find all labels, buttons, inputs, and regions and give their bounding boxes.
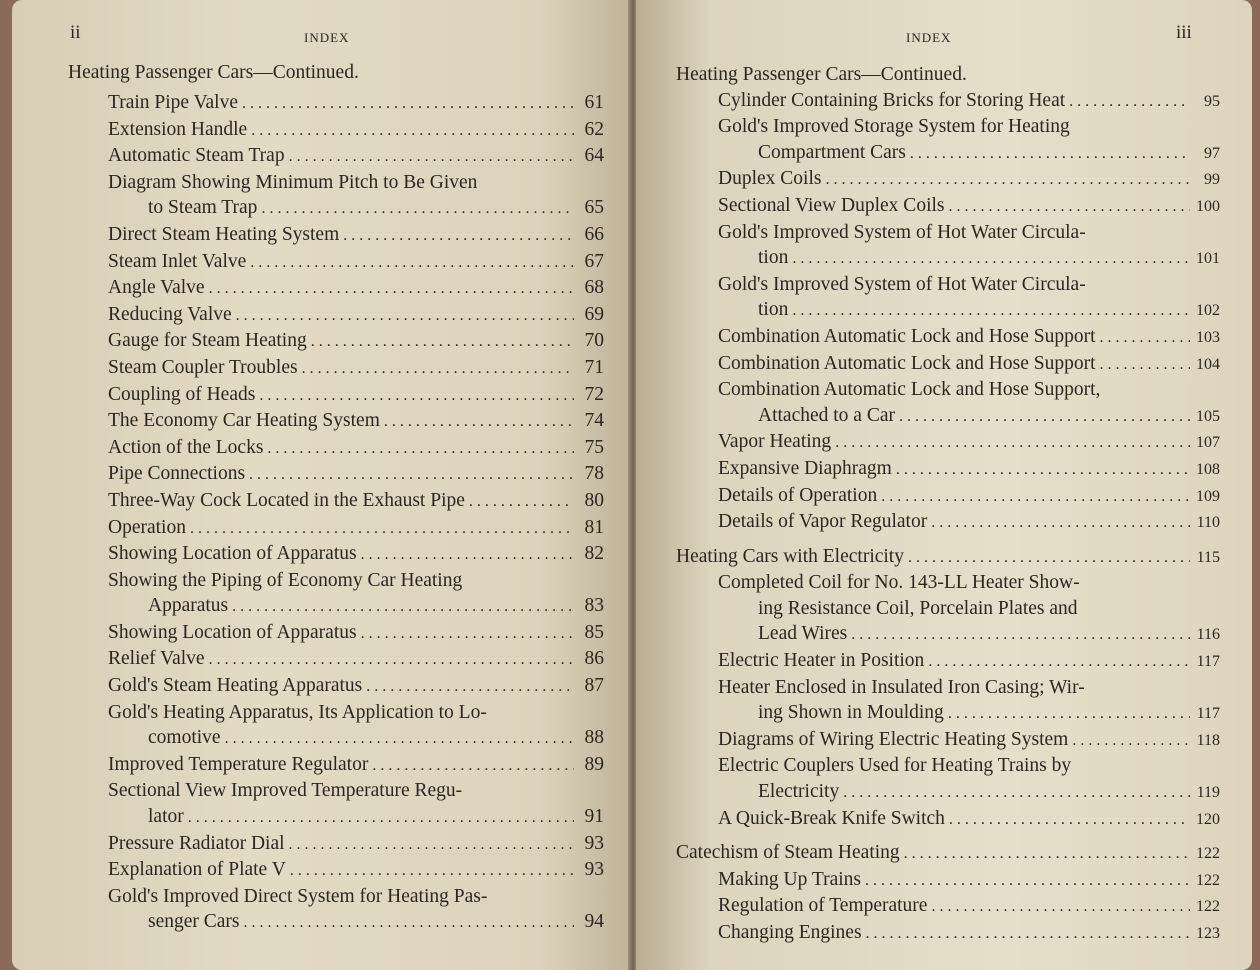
index-entry: [108, 857, 604, 884]
entry-title-line: Gold's Steam Heating Apparatus: [108, 675, 363, 697]
entry-title-line: Direct Steam Heating System: [108, 223, 340, 245]
entry-title-line: Gold's Improved System of Hot Water Circula-: [718, 221, 1086, 243]
dot-leader: [899, 404, 1190, 430]
dot-leader: [289, 144, 574, 170]
entry-page-number: 119: [1196, 784, 1220, 802]
entry-page-number: 110: [1196, 514, 1220, 532]
index-entry: [676, 324, 1220, 351]
entry-title-line: Attached to a Car: [758, 404, 895, 426]
section-heading: [676, 544, 1220, 571]
dot-leader: [835, 430, 1190, 456]
entry-page-number: 68: [584, 277, 604, 299]
entry-page-number: 81: [584, 516, 604, 538]
index-entry: [676, 570, 1220, 648]
index-entry: [676, 920, 1220, 947]
entry-title-line: Details of Vapor Regulator: [718, 511, 928, 533]
entry-title-line: Steam Coupler Troubles: [108, 356, 298, 378]
index-entry: [676, 351, 1220, 378]
index-entry: [676, 166, 1220, 193]
entry-page-number: 72: [584, 383, 604, 405]
section-heading: Heating Passenger Cars—Continued.: [676, 64, 967, 85]
section-page-number: 122: [1196, 845, 1220, 863]
dot-leader: [908, 545, 1190, 571]
entry-title-line: Explanation of Plate V: [108, 859, 286, 881]
entry-title-line: Coupling of Heads: [108, 383, 256, 405]
dot-leader: [302, 356, 574, 382]
entry-page-number: 65: [584, 197, 604, 219]
entry-title-line: Combination Automatic Lock and Hose Support: [718, 352, 1096, 374]
index-entry: [676, 220, 1220, 272]
entry-page-number: 103: [1196, 328, 1220, 346]
entry-page-number: 109: [1196, 487, 1220, 505]
entry-title-line: ing Shown in Moulding: [758, 702, 944, 724]
entry-page-number: 88: [584, 727, 604, 749]
index-entry: [108, 461, 604, 488]
dot-leader: [209, 647, 574, 673]
index-entry: [108, 222, 604, 249]
entry-title-line: Train Pipe Valve: [108, 92, 239, 113]
left-page: [12, 0, 630, 970]
section-gap: [676, 832, 1220, 840]
entry-title-line: Making Up Trains: [718, 868, 862, 890]
dot-leader: [1100, 325, 1191, 351]
index-entry: [108, 752, 604, 779]
section-gap: [676, 536, 1220, 544]
entry-page-number: 71: [584, 356, 604, 378]
index-entry: [108, 700, 604, 752]
dot-leader: [267, 436, 574, 462]
index-entry: [676, 193, 1220, 220]
entry-title-line: Expansive Diaphragm: [718, 457, 892, 479]
entry-page-number: 62: [584, 118, 604, 140]
index-entry: [108, 831, 604, 858]
dot-leader: [1069, 89, 1190, 115]
entry-title-line: Improved Temperature Regulator: [108, 753, 369, 775]
index-entry: [108, 646, 604, 673]
index-entry: [676, 272, 1220, 324]
index-entry: [108, 488, 604, 515]
entry-title-line: Regulation of Temperature: [718, 895, 928, 917]
entry-page-number: 91: [584, 806, 604, 828]
entry-title-line: ing Resistance Coil, Porcelain Plates and: [758, 597, 1078, 619]
entry-page-number: 85: [584, 621, 604, 643]
dot-leader: [289, 832, 574, 858]
entry-page-number: 75: [584, 436, 604, 458]
entry-page-number: 67: [584, 250, 604, 272]
section-heading-text: Heating Cars with Electricity: [676, 545, 904, 567]
index-entry: [676, 727, 1220, 754]
dot-leader: [1072, 728, 1190, 754]
dot-leader: [244, 910, 574, 936]
entry-title-line: Diagram Showing Minimum Pitch to Be Given: [108, 171, 478, 193]
index-entry: [108, 673, 604, 700]
index-entry: [108, 568, 604, 620]
entry-page-number: 89: [584, 753, 604, 775]
index-entry: [108, 90, 604, 117]
entry-page-number: 97: [1204, 144, 1220, 162]
entry-title-line: to Steam Trap: [148, 197, 258, 219]
entry-title-line: Automatic Steam Trap: [108, 145, 285, 167]
entry-page-number: 108: [1196, 460, 1220, 478]
dot-leader: [896, 457, 1190, 483]
dot-leader: [190, 516, 574, 542]
entry-title-line: Apparatus: [148, 595, 229, 617]
section-heading-text: Catechism of Steam Heating: [676, 842, 900, 864]
entry-title-line: Pressure Radiator Dial: [108, 832, 285, 854]
dot-leader: [949, 807, 1190, 833]
entry-page-number: 66: [584, 223, 604, 245]
index-entry: [676, 675, 1220, 727]
entry-page-number: 80: [584, 489, 604, 511]
index-entry: [108, 435, 604, 462]
index-entry: [108, 170, 604, 222]
entry-title-line: Steam Inlet Valve: [108, 250, 247, 272]
entry-title-line: Duplex Coils: [718, 168, 822, 190]
index-entry: [676, 429, 1220, 456]
left-section-heading: Heating Passenger Cars—Continued.: [68, 62, 359, 83]
entry-page-number: 100: [1196, 197, 1220, 215]
entry-title-line: tion: [758, 247, 789, 269]
entry-page-number: 101: [1196, 250, 1220, 268]
section-page-number: 115: [1196, 548, 1220, 566]
entry-page-number: 117: [1196, 653, 1220, 671]
entry-title-line: Sectional View Duplex Coils: [718, 194, 945, 216]
index-entry: [108, 382, 604, 409]
entry-page-number: 86: [584, 648, 604, 670]
index-entry: [108, 778, 604, 830]
dot-leader: [881, 484, 1190, 510]
entry-page-number: 117: [1196, 705, 1220, 723]
entry-page-number: 93: [584, 832, 604, 854]
index-entry: [108, 275, 604, 302]
dot-leader: [910, 141, 1190, 167]
dot-leader: [792, 298, 1190, 324]
entry-page-number: 116: [1196, 626, 1220, 644]
dot-leader: [242, 91, 574, 117]
index-entry: [108, 143, 604, 170]
left-folio: ii: [70, 22, 81, 43]
entry-title-line: Angle Valve: [108, 277, 205, 299]
dot-leader: [261, 196, 574, 222]
entry-title-line: lator: [148, 806, 184, 828]
index-entry: [108, 117, 604, 144]
entry-title-line: Electricity: [758, 781, 840, 803]
index-entry: [676, 114, 1220, 166]
dot-leader: [851, 622, 1190, 648]
dot-leader: [259, 383, 574, 409]
dot-leader: [225, 726, 574, 752]
entry-page-number: 122: [1196, 871, 1220, 889]
dot-leader: [209, 276, 574, 302]
index-entry: [676, 88, 1220, 115]
dot-leader: [904, 841, 1190, 867]
right-entry-list: [676, 62, 1220, 947]
entry-title-line: Gold's Improved Direct System for Heating Pas-: [108, 885, 488, 907]
index-entry: [676, 867, 1220, 894]
entry-page-number: 94: [584, 911, 604, 933]
entry-page-number: 104: [1196, 355, 1220, 373]
dot-leader: [366, 674, 574, 700]
entry-page-number: 69: [584, 303, 604, 325]
entry-title-line: Operation: [108, 516, 186, 538]
right-running-head: INDEX: [906, 30, 952, 45]
entry-page-number: 93: [584, 859, 604, 881]
dot-leader: [469, 489, 574, 515]
dot-leader: [343, 223, 574, 249]
entry-title-line: Lead Wires: [758, 623, 848, 645]
entry-title-line: senger Cars: [148, 911, 240, 933]
entry-title-line: The Economy Car Heating System: [108, 410, 380, 432]
right-folio: iii: [1176, 22, 1192, 43]
entry-title-line: Showing Location of Apparatus: [108, 621, 357, 643]
dot-leader: [948, 701, 1190, 727]
entry-page-number: 82: [584, 543, 604, 565]
left-running-head: INDEX: [304, 30, 350, 45]
left-entry-list: [108, 90, 604, 936]
entry-page-number: 123: [1196, 925, 1220, 942]
entry-page-number: 95: [1204, 92, 1220, 110]
entry-title-line: Three-Way Cock Located in the Exhaust Pipe: [108, 489, 465, 511]
dot-leader: [372, 753, 574, 779]
dot-leader: [931, 510, 1190, 536]
entry-title-line: comotive: [148, 727, 221, 749]
entry-page-number: 83: [584, 595, 604, 617]
entry-title-line: Vapor Heating: [718, 431, 832, 453]
entry-title-line: Pipe Connections: [108, 463, 246, 485]
entry-page-number: 118: [1196, 731, 1220, 749]
dot-leader: [232, 594, 574, 620]
index-entry: [108, 408, 604, 435]
index-entry: [676, 509, 1220, 536]
dot-leader: [1100, 352, 1191, 378]
dot-leader: [384, 409, 574, 435]
index-entry: [676, 377, 1220, 429]
dot-leader: [188, 805, 574, 831]
entry-title-line: Showing the Piping of Economy Car Heating: [108, 569, 463, 591]
dot-leader: [361, 621, 574, 647]
dot-leader: [249, 462, 574, 488]
entry-title-line: Gold's Heating Apparatus, Its Application to Lo-: [108, 701, 487, 723]
entry-title-line: Electric Couplers Used for Heating Trains by: [718, 755, 1072, 777]
entry-title-line: Showing Location of Apparatus: [108, 543, 357, 565]
index-entry: [108, 620, 604, 647]
index-entry: [108, 541, 604, 568]
dot-leader: [931, 894, 1190, 920]
dot-leader: [865, 868, 1190, 894]
entry-title-line: Heater Enclosed in Insulated Iron Casing; Wir-: [718, 676, 1085, 698]
dot-leader: [928, 649, 1190, 675]
dot-leader: [866, 921, 1190, 947]
entry-title-line: Sectional View Improved Temperature Regu-: [108, 780, 463, 802]
index-entry: [108, 302, 604, 329]
entry-title-line: Gold's Improved Storage System for Heating: [718, 116, 1070, 138]
entry-title-line: Completed Coil for No. 143-LL Heater Show-: [718, 572, 1080, 594]
entry-page-number: 64: [584, 145, 604, 167]
index-entry: [676, 753, 1220, 805]
index-entry: [676, 648, 1220, 675]
entry-title-line: Combination Automatic Lock and Hose Support,: [718, 379, 1101, 401]
entry-page-number: 122: [1196, 898, 1220, 916]
entry-page-number: 61: [584, 92, 604, 113]
entry-title-line: Action of the Locks: [108, 436, 264, 458]
entry-title-line: tion: [758, 299, 789, 321]
dot-leader: [825, 167, 1190, 193]
entry-title-line: Compartment Cars: [758, 141, 906, 163]
dot-leader: [250, 250, 574, 276]
index-entry: [676, 893, 1220, 920]
entry-page-number: 105: [1196, 407, 1220, 425]
dot-leader: [251, 118, 574, 144]
entry-title-line: Changing Engines: [718, 922, 862, 943]
index-entry: [108, 515, 604, 542]
dot-leader: [792, 246, 1190, 272]
entry-page-number: 99: [1204, 171, 1220, 189]
entry-title-line: Gold's Improved System of Hot Water Circula-: [718, 273, 1086, 295]
index-entry: [676, 483, 1220, 510]
entry-title-line: Gauge for Steam Heating: [108, 330, 307, 352]
entry-page-number: 102: [1196, 302, 1220, 320]
entry-title-line: Diagrams of Wiring Electric Heating System: [718, 728, 1069, 750]
right-page: [636, 0, 1252, 970]
dot-leader: [236, 303, 574, 329]
index-entry: [108, 328, 604, 355]
dot-leader: [949, 194, 1191, 220]
entry-title-line: Electric Heater in Position: [718, 650, 925, 672]
entry-title-line: Reducing Valve: [108, 303, 232, 325]
entry-title-line: A Quick-Break Knife Switch: [718, 807, 945, 829]
entry-title-line: Relief Valve: [108, 648, 205, 670]
index-entry: [676, 806, 1220, 833]
entry-page-number: 78: [584, 463, 604, 485]
entry-title-line: Extension Handle: [108, 118, 248, 140]
dot-leader: [361, 542, 574, 568]
dot-leader: [290, 858, 574, 884]
entry-title-line: Cylinder Containing Bricks for Storing Heat: [718, 89, 1066, 111]
index-entry: [108, 355, 604, 382]
dot-leader: [843, 780, 1190, 806]
entry-page-number: 74: [584, 410, 604, 432]
section-heading: [676, 840, 1220, 867]
entry-page-number: 87: [584, 675, 604, 697]
entry-page-number: 70: [584, 330, 604, 352]
entry-page-number: 107: [1196, 434, 1220, 452]
entry-page-number: 120: [1196, 810, 1220, 828]
dot-leader: [311, 329, 574, 355]
index-entry: [676, 456, 1220, 483]
index-entry: [108, 884, 604, 936]
entry-title-line: Combination Automatic Lock and Hose Support: [718, 325, 1096, 347]
entry-title-line: Details of Operation: [718, 484, 878, 506]
index-entry: [108, 249, 604, 276]
